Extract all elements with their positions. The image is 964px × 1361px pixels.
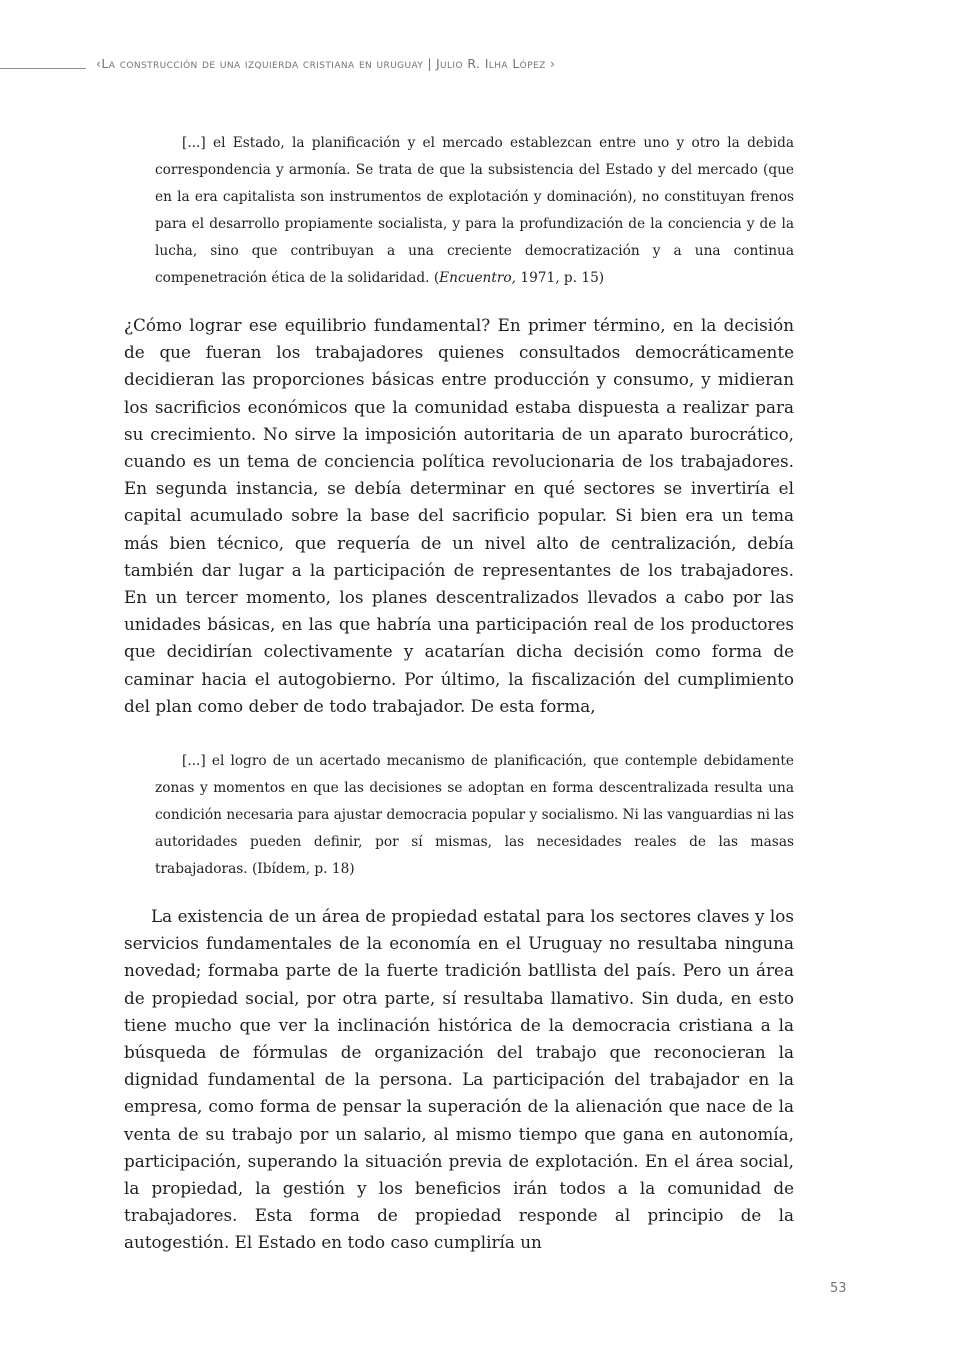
header-rule: [0, 68, 86, 69]
block-quote-1-text: [...] el Estado, la planificación y el mercado establezcan entre uno y otro la debida correspondencia y armonía. Se trata de que la subsistencia del Estado y del mercado (que en la era capitalista son instrumentos de explotación y dominación), no constituyan frenos para el desarrollo propiamente socialista, y para la profundización de la conciencia y de la lucha, sino que contribuyan a una creciente democratización y a una continua compenetración ética de la solidaridad.: [155, 135, 794, 286]
citation-rest: 1971, p. 15): [516, 270, 605, 286]
citation-open: (: [433, 270, 440, 286]
book-title: ‹La construcción de una izquierda cristiana en uruguay: [96, 56, 424, 71]
citation-source: Encuentro,: [439, 270, 517, 286]
running-head: [96, 56, 936, 71]
paragraph-1: ¿Cómo lograr ese equilibrio fundamental? En primer término, en la decisión de que fueran los trabajadores quienes consultados democráticamente decidieran las proporciones básicas entre producción y consumo, y midieran los sacrificios económicos que la comunidad estaba dispuesta a realizar para su crecimiento. No sirve la imposición autoritaria de un aparato burocrático, cuando es un tema de conciencia política revolucionaria de los trabajadores. En segunda instancia, se debía determinar en qué sectores se invertiría el capital acumulado sobre la base del sacrificio popular. Si bien era un tema más bien técnico, que requería de un nivel alto de centralización, debía también dar lugar a la participación de representantes de los trabajadores. En un tercer momento, los planes descentralizados llevados a cabo por las unidades básicas, en las que habría una participación real de los productores que decidirían colectivamente y acatarían dicha decisión como forma de caminar hacia el autogobierno. Por último, la fiscalización del cumplimiento del plan como deber de todo trabajador. De esta forma,: [124, 315, 794, 716]
header-separator: |: [427, 56, 432, 71]
paragraph-2: La existencia de un área de propiedad estatal para los sectores claves y los servicios fundamentales de la economía en el Uruguay no resultaba ninguna novedad; formaba parte de la fuerte tradición batllista del país. Pero un área de propiedad social, por otra parte, sí resultaba llamativo. Sin duda, en esto tiene mucho que ver la inclinación histórica de la democracia cristiana a la búsqueda de fórmulas de organización del trabajo que reconocieran la dignidad fundamental de la persona. La participación del trabajador en la empresa, como forma de pensar la superación de la alienación que nace de la venta de su trabajo por un salario, al mismo tiempo que gana en autonomía, participación, superando la situación previa de explotación. En el área social, la propiedad, la gestión y los beneficios irán todos a la comunidad de trabajadores. Esta forma de propiedad responde al principio de la autogestión. El Estado en todo caso cumpliría un: [124, 906, 794, 1253]
author-name: Julio R. Ilha López ›: [435, 56, 556, 71]
page-content: [124, 130, 794, 1257]
block-quote-2: [...] el logro de un acertado mecanismo de planificación, que contemple debidamente zonas y momentos en que las decisiones se adoptan en forma descentralizada resulta una condición necesaria para ajustar democracia popular y socialismo. Ni las vanguardias ni las autoridades pueden definir, por sí mismas, las necesidades reales de las masas trabajadoras. (Ibídem, p. 18): [155, 753, 794, 878]
page-number: 53: [830, 1281, 847, 1296]
block-quote-1: [155, 130, 794, 292]
